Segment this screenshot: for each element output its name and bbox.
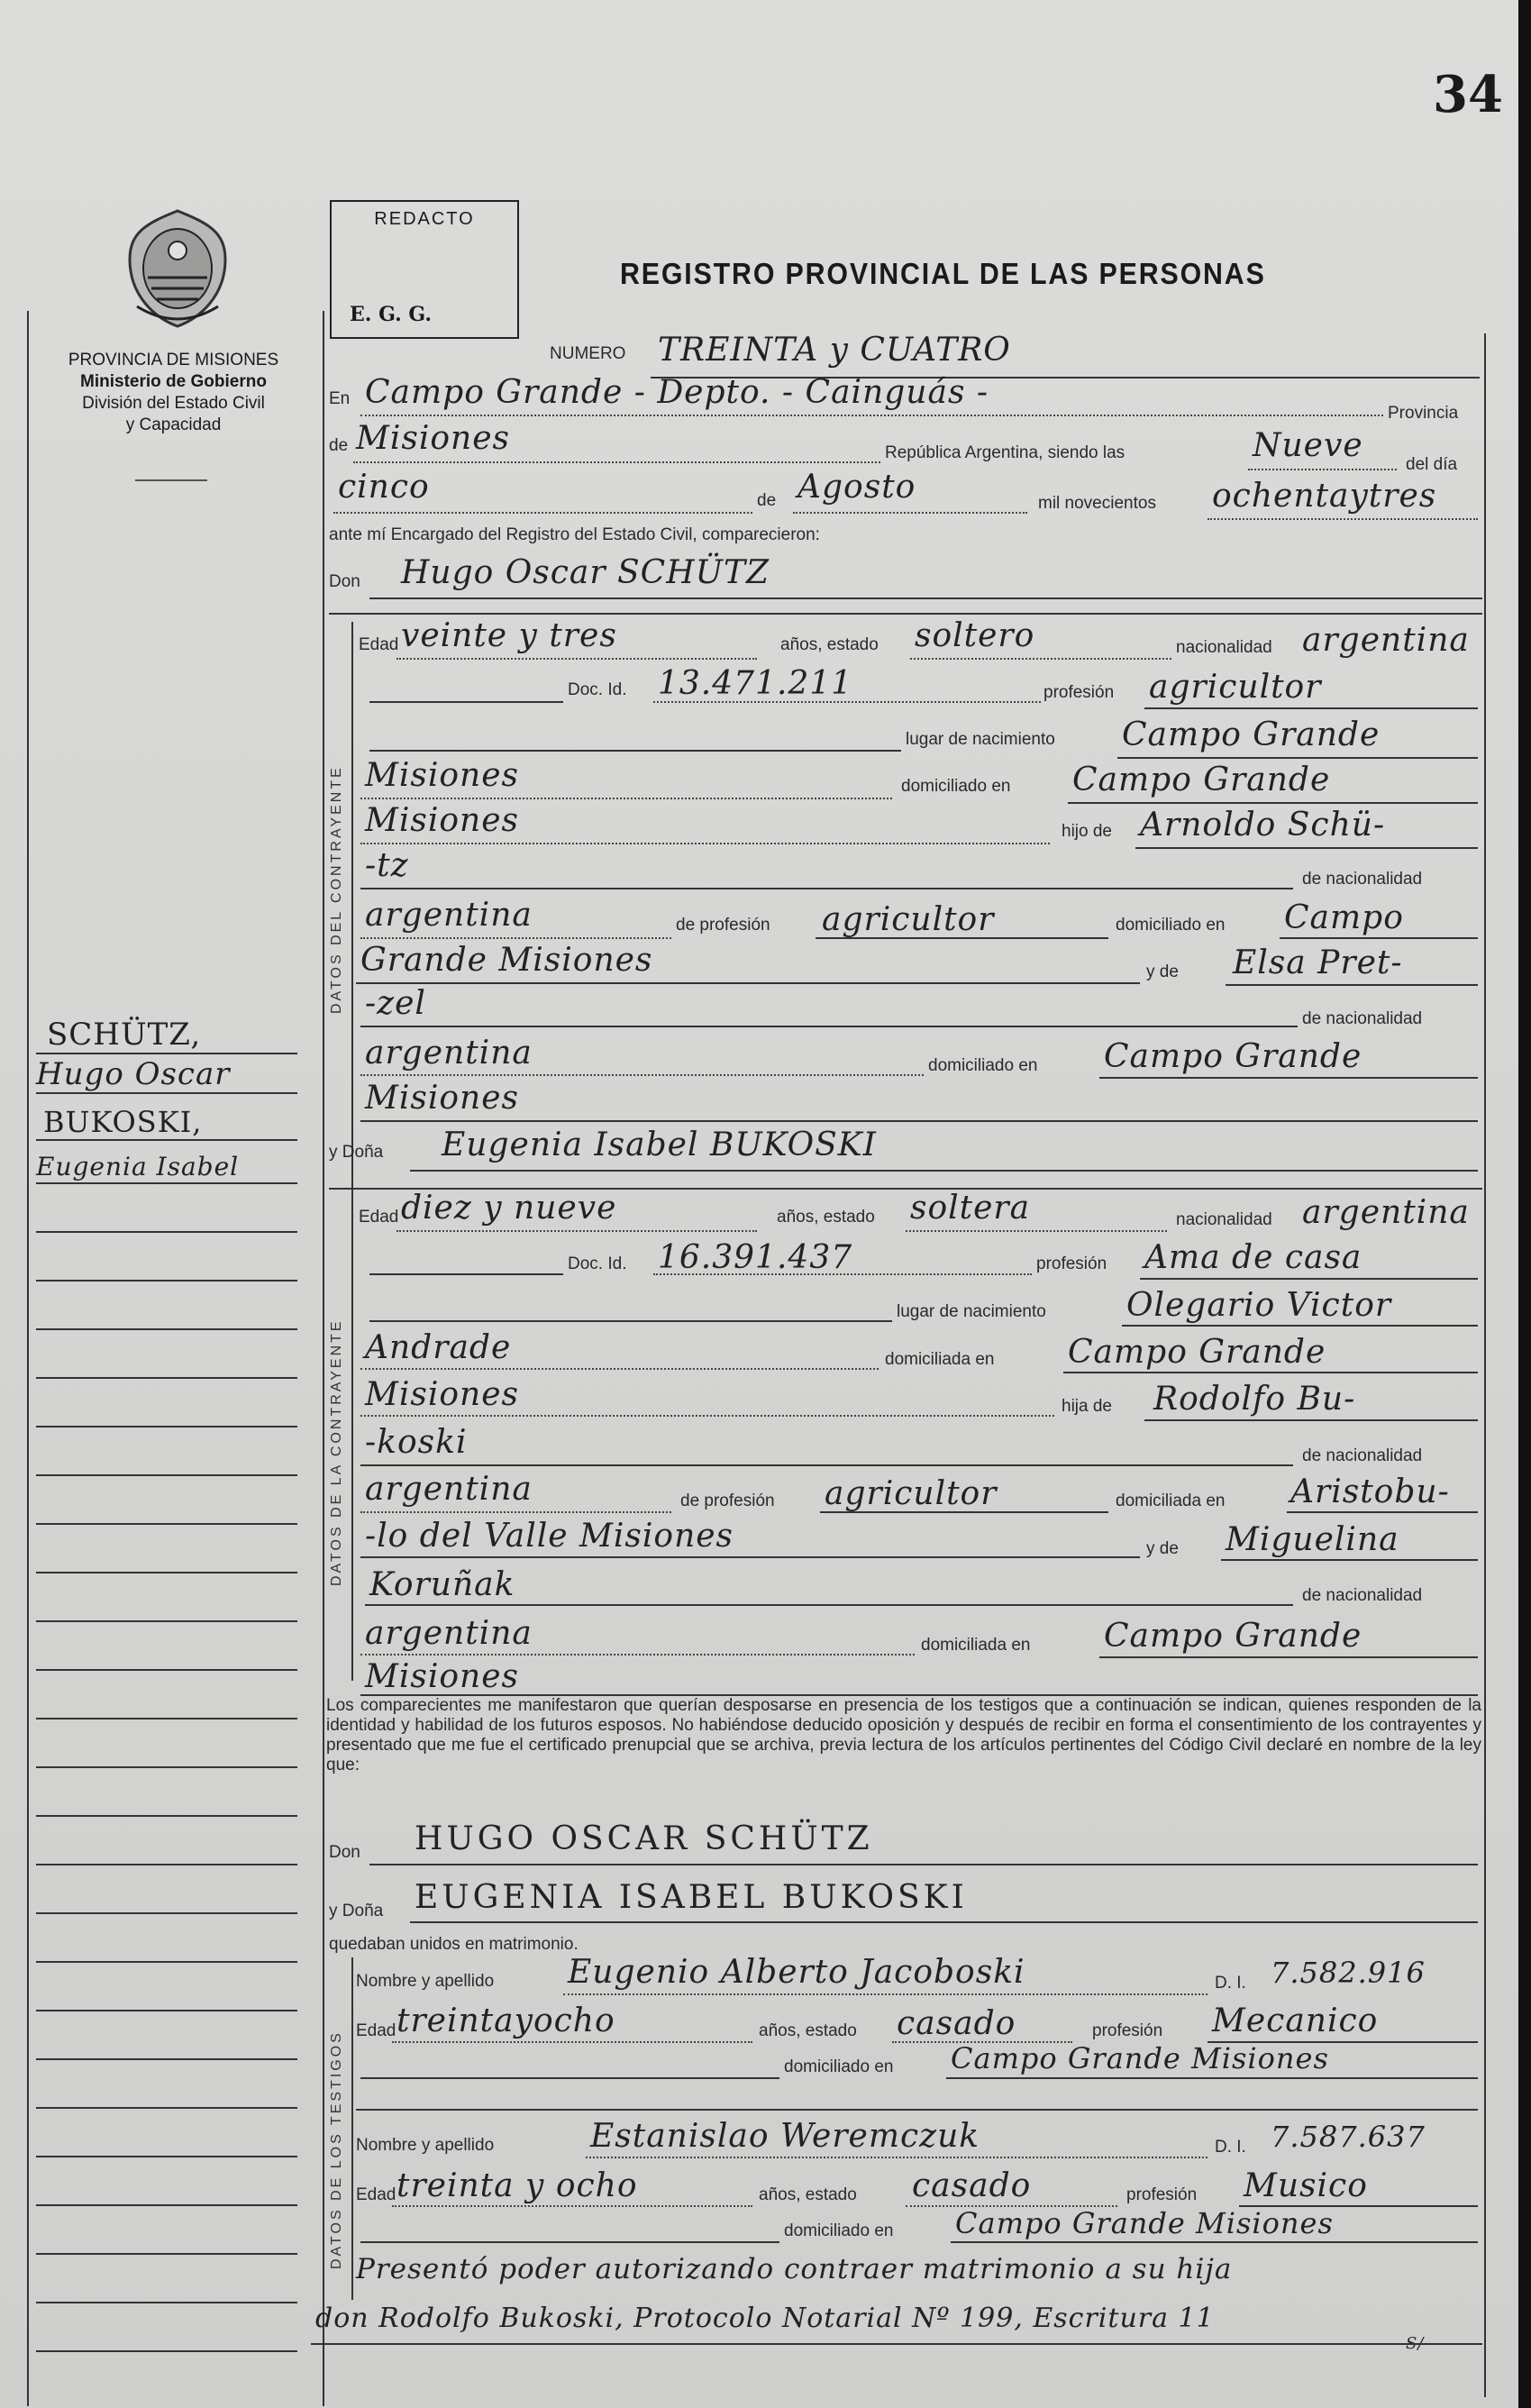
witness-bracket bbox=[351, 1957, 353, 2300]
groom-father-2: -tz bbox=[365, 847, 409, 884]
bride-nac-label: nacionalidad bbox=[1176, 1210, 1272, 1229]
groom-mother-dom-1: Campo Grande bbox=[1104, 1038, 1362, 1075]
groom-father-nac-label: de nacionalidad bbox=[1302, 870, 1423, 889]
margin-blank-rule bbox=[36, 2156, 297, 2157]
groom-bracket bbox=[351, 622, 353, 1199]
w2-name-line bbox=[586, 2157, 1207, 2158]
w2-prof: Musico bbox=[1244, 2167, 1368, 2204]
bride-edad-line bbox=[396, 1230, 757, 1232]
provincia-line bbox=[353, 461, 880, 463]
groom-dom-label: domiciliado en bbox=[901, 777, 1011, 796]
bride-fnac-line bbox=[360, 1511, 671, 1513]
groom-fdom-line bbox=[1280, 937, 1478, 939]
bride-dom-1: Campo Grande bbox=[1068, 1334, 1326, 1371]
note-line-2: don Rodolfo Bukoski, Protocolo Notarial Nº 199, Escritura 11 bbox=[315, 2303, 1215, 2334]
w1-edad-line bbox=[392, 2041, 752, 2043]
margin-blank-rule bbox=[36, 1864, 297, 1865]
groom-fdom2-line bbox=[356, 982, 1140, 984]
main-right-rule bbox=[1484, 333, 1486, 2397]
bride-mnac-line bbox=[360, 1654, 915, 1656]
bride-mdom-line bbox=[1099, 1656, 1478, 1658]
quedaban-text: quedaban unidos en matrimonio. bbox=[329, 1935, 579, 1954]
mes-line bbox=[793, 512, 1027, 514]
legal-text: Los comparecientes me manifestaron que querían desposarse en presencia de los testigos que a continuación se indican, quienes responden de la identidad y habilidad de los futuros esposos. No habiéndose deducido oposición y después de recibir en forma el consentimiento de los contrayentes y presentado que me fue el certificado prenupcial que se archiva, previa lectura de los artículos pertinentes del Código Civil declaré en nombre de la ley que: bbox=[326, 1696, 1481, 1774]
witness-separator bbox=[356, 2109, 1478, 2111]
decl-don-value: HUGO OSCAR SCHÜTZ bbox=[415, 1820, 873, 1857]
divider bbox=[135, 479, 207, 481]
datos-contrayente-label: DATOS DEL CONTRAYENTE bbox=[329, 765, 344, 1014]
w1-dom: Campo Grande Misiones bbox=[951, 2041, 1329, 2075]
lugar-value: Campo Grande - Depto. - Cainguás - bbox=[365, 374, 989, 411]
groom-father-prof: agricultor bbox=[822, 901, 995, 938]
groom-doc-line bbox=[653, 701, 1041, 703]
groom-nac: argentina bbox=[1302, 622, 1470, 659]
w2-dom-label: domiciliado en bbox=[784, 2221, 894, 2240]
groom-father-line bbox=[1135, 847, 1478, 849]
decl-don-line bbox=[369, 1864, 1478, 1865]
w1-estado: casado bbox=[897, 2005, 1016, 2042]
margin-blank-rule bbox=[36, 1718, 297, 1719]
w1-name-line bbox=[563, 1993, 1207, 1995]
bride-mother-2: Koruñak bbox=[369, 1566, 515, 1603]
groom-mother-dom-2: Misiones bbox=[365, 1080, 520, 1117]
don-label: Don bbox=[329, 572, 360, 591]
groom-name: Hugo Oscar SCHÜTZ bbox=[401, 554, 770, 591]
margin-rule-1 bbox=[36, 1053, 297, 1054]
bride-mother-dom-1: Campo Grande bbox=[1104, 1618, 1362, 1655]
bride-mother-nac: argentina bbox=[365, 1615, 533, 1652]
bride-fprof-line bbox=[820, 1511, 1108, 1513]
groom-father-dom-1: Campo bbox=[1284, 899, 1404, 936]
groom-nac-label: nacionalidad bbox=[1176, 638, 1272, 657]
margin-blank-rule bbox=[36, 2010, 297, 2011]
groom-lugar2-line bbox=[360, 798, 892, 799]
margin-blank-rule bbox=[36, 2204, 297, 2206]
bride-mother-line bbox=[1221, 1559, 1478, 1561]
groom-mdom-label: domiciliado en bbox=[928, 1056, 1038, 1075]
margin-line-3: BUKOSKI, bbox=[43, 1105, 203, 1139]
decl-dona-value: EUGENIA ISABEL BUKOSKI bbox=[415, 1879, 968, 1916]
hora-value: Nueve bbox=[1253, 427, 1363, 464]
w2-di: 7.587.637 bbox=[1271, 2120, 1426, 2154]
groom-estado: soltero bbox=[915, 617, 1035, 654]
bride-yde-label: y de bbox=[1146, 1539, 1179, 1558]
groom-prof-label: profesión bbox=[1043, 683, 1115, 702]
datos-contrayente-f-label: DATOS DE LA CONTRAYENTE bbox=[329, 1318, 344, 1586]
bride-fdom-label: domiciliada en bbox=[1116, 1491, 1226, 1510]
redacto-initials: E. G. G. bbox=[350, 303, 433, 326]
groom-dom2-line bbox=[360, 843, 1050, 844]
bride-prof-label: profesión bbox=[1036, 1254, 1107, 1273]
groom-father-1: Arnoldo Schü- bbox=[1140, 807, 1386, 844]
numero-value: TREINTA y CUATRO bbox=[658, 332, 1011, 369]
provincia-label: Provincia bbox=[1388, 404, 1459, 423]
w1-di-label: D. I. bbox=[1215, 1974, 1246, 1993]
de-mes-label: de bbox=[757, 491, 777, 510]
margin-blank-rule bbox=[36, 1961, 297, 1963]
groom-yde-label: y de bbox=[1146, 962, 1179, 981]
dia-value: cinco bbox=[338, 469, 430, 506]
groom-edad: veinte y tres bbox=[401, 617, 617, 654]
bride-father-dom-1: Aristobu- bbox=[1290, 1473, 1450, 1510]
w1-dom-pre-line bbox=[360, 2077, 779, 2079]
bride-lugar-line bbox=[1122, 1325, 1478, 1327]
bride-estado-line bbox=[906, 1230, 1167, 1232]
groom-mnac-line bbox=[360, 1074, 924, 1076]
bride-dom-label: domiciliada en bbox=[885, 1350, 995, 1369]
bride-father-prof: agricultor bbox=[825, 1475, 998, 1512]
province-line1: PROVINCIA DE MISIONES bbox=[68, 351, 279, 369]
note-line bbox=[311, 2343, 1482, 2345]
note-line-1: Presentó poder autorizando contraer matrimonio a su hija bbox=[356, 2253, 1233, 2285]
bride-doc-line bbox=[653, 1273, 1032, 1275]
provincia-value: Misiones bbox=[356, 420, 511, 457]
bride-dom-2: Misiones bbox=[365, 1376, 520, 1413]
bride-lugar-2: Andrade bbox=[365, 1329, 512, 1366]
margin-blank-rule bbox=[36, 1280, 297, 1282]
groom-fnac-line bbox=[360, 937, 671, 939]
bride-fnac-label: de nacionalidad bbox=[1302, 1446, 1423, 1465]
w2-dom-line bbox=[951, 2241, 1478, 2243]
w2-edad-line bbox=[392, 2205, 752, 2207]
bride-dom2-line bbox=[360, 1415, 1054, 1417]
groom-mother-nac: argentina bbox=[365, 1035, 533, 1072]
margin-blank-rule bbox=[36, 1523, 297, 1525]
margin-blank-rule bbox=[36, 2058, 297, 2060]
margin-blank-rule bbox=[36, 1474, 297, 1476]
groom-name-line bbox=[369, 597, 1482, 599]
division-line: División del Estado Civil bbox=[82, 394, 265, 413]
redacto-box bbox=[330, 200, 519, 339]
w2-prof-label: profesión bbox=[1126, 2185, 1198, 2204]
del-dia-label: del día bbox=[1406, 455, 1458, 474]
decl-dona-label: y Doña bbox=[329, 1902, 384, 1920]
bride-lugar-label: lugar de nacimiento bbox=[897, 1302, 1046, 1321]
groom-father2-line bbox=[360, 888, 1293, 889]
document-title: REGISTRO PROVINCIAL DE LAS PERSONAS bbox=[620, 257, 1266, 290]
groom-mdom-line bbox=[1099, 1077, 1478, 1079]
anio-line bbox=[1207, 518, 1478, 520]
groom-mnac-label: de nacionalidad bbox=[1302, 1009, 1423, 1028]
groom-estado-line bbox=[910, 658, 1171, 660]
groom-lugar-2: Misiones bbox=[365, 757, 520, 794]
groom-lugar-pre-line bbox=[369, 750, 901, 752]
bride-bracket bbox=[351, 1199, 353, 1681]
province-block bbox=[18, 350, 329, 436]
groom-fdom-label: domiciliado en bbox=[1116, 916, 1226, 935]
bride-mnac-label: de nacionalidad bbox=[1302, 1586, 1423, 1605]
margin-blank-rule bbox=[36, 1572, 297, 1573]
groom-mother-1: Elsa Pret- bbox=[1233, 944, 1403, 981]
margin-blank-rule bbox=[36, 1620, 297, 1622]
groom-mother-line bbox=[1226, 984, 1478, 986]
groom-father-dom-2: Grande Misiones bbox=[360, 942, 653, 979]
datos-testigos-label: DATOS DE LOS TESTIGOS bbox=[329, 2030, 344, 2269]
note-initials: S/ bbox=[1406, 2334, 1425, 2353]
groom-father-nac: argentina bbox=[365, 897, 533, 934]
groom-doc-pre-line bbox=[369, 701, 563, 703]
ante-text: ante mí Encargado del Registro del Estado Civil, comparecieron: bbox=[329, 525, 820, 544]
groom-mother-2: -zel bbox=[365, 985, 426, 1022]
anio-value: ochentaytres bbox=[1212, 478, 1437, 515]
margin-rule-3 bbox=[36, 1139, 297, 1141]
groom-dom-2: Misiones bbox=[365, 802, 520, 839]
bride-mother-1: Miguelina bbox=[1226, 1521, 1399, 1558]
groom-doc-label: Doc. Id. bbox=[568, 680, 627, 699]
groom-top-rule bbox=[329, 613, 1482, 615]
w2-di-label: D. I. bbox=[1215, 2138, 1246, 2157]
bride-fdom2-line bbox=[360, 1556, 1140, 1558]
decl-don-label: Don bbox=[329, 1843, 360, 1862]
main-left-rule bbox=[323, 311, 324, 2406]
scan-edge bbox=[1518, 0, 1531, 2408]
margin-blank-rule bbox=[36, 1912, 297, 1914]
page-number: 34 bbox=[1433, 65, 1503, 124]
en-label: En bbox=[329, 389, 351, 408]
margin-line-4: Eugenia Isabel bbox=[36, 1152, 240, 1181]
de-label: de bbox=[329, 436, 349, 455]
bride-fdom-line bbox=[1287, 1511, 1478, 1513]
bride-name: Eugenia Isabel BUKOSKI bbox=[442, 1126, 877, 1163]
bride-doc-label: Doc. Id. bbox=[568, 1254, 627, 1273]
margin-blank-rule bbox=[36, 1766, 297, 1768]
w1-prof-label: profesión bbox=[1092, 2021, 1163, 2040]
w2-edad-label: Edad bbox=[356, 2185, 396, 2204]
hora-line bbox=[1248, 469, 1397, 470]
groom-doc: 13.471.211 bbox=[658, 665, 853, 702]
margin-blank-rule bbox=[36, 2253, 297, 2255]
w1-nombre-label: Nombre y apellido bbox=[356, 1972, 495, 1991]
capacity-line: y Capacidad bbox=[125, 415, 222, 434]
groom-fprof-label: de profesión bbox=[676, 916, 770, 935]
bride-father-nac: argentina bbox=[365, 1471, 533, 1508]
groom-estado-label: años, estado bbox=[780, 635, 879, 654]
bride-edad: diez y nueve bbox=[401, 1190, 617, 1227]
groom-hijo-label: hijo de bbox=[1062, 822, 1112, 841]
groom-dom-line bbox=[1068, 802, 1478, 804]
bride-hija-label: hija de bbox=[1062, 1397, 1112, 1416]
groom-mother2-line bbox=[360, 1026, 1298, 1027]
bride-lugar-pre-line bbox=[369, 1320, 892, 1322]
margin-blank-rule bbox=[36, 1669, 297, 1671]
lugar-line bbox=[360, 415, 1383, 416]
w1-dom-label: domiciliado en bbox=[784, 2057, 894, 2076]
bride-doc: 16.391.437 bbox=[658, 1239, 853, 1276]
margin-rule-2 bbox=[36, 1092, 297, 1094]
dia-line bbox=[333, 512, 752, 514]
margin-blank-rule bbox=[36, 1377, 297, 1379]
groom-prof: agricultor bbox=[1149, 669, 1322, 706]
bride-father-dom-2: -lo del Valle Misiones bbox=[365, 1518, 734, 1555]
groom-lugar-1: Campo Grande bbox=[1122, 716, 1381, 753]
groom-edad-label: Edad bbox=[359, 635, 399, 654]
bride-mother-dom-2: Misiones bbox=[365, 1658, 520, 1695]
margin-blank-rule bbox=[36, 1426, 297, 1427]
bride-fprof-label: de profesión bbox=[680, 1491, 775, 1510]
groom-prof-line bbox=[1144, 707, 1478, 709]
w2-edad: treinta y ocho bbox=[396, 2167, 638, 2204]
bride-mother2-line bbox=[365, 1604, 1293, 1606]
bride-estado-label: años, estado bbox=[777, 1208, 875, 1227]
w1-edad: treintayocho bbox=[396, 2002, 615, 2039]
mes-value: Agosto bbox=[797, 469, 916, 506]
w1-dom-line bbox=[946, 2077, 1478, 2079]
dona-label: y Doña bbox=[329, 1143, 384, 1162]
bride-doc-pre-line bbox=[369, 1273, 563, 1275]
groom-edad-line bbox=[396, 658, 757, 660]
bride-father-2: -koski bbox=[365, 1424, 468, 1461]
bride-prof-line bbox=[1140, 1278, 1478, 1280]
margin-blank-rule bbox=[36, 1815, 297, 1817]
w2-dom: Campo Grande Misiones bbox=[955, 2206, 1334, 2240]
w2-estado-label: años, estado bbox=[759, 2185, 857, 2204]
groom-dom-1: Campo Grande bbox=[1072, 762, 1331, 798]
w1-name: Eugenio Alberto Jacoboski bbox=[568, 1954, 1025, 1991]
margin-rule-4 bbox=[36, 1182, 297, 1184]
left-margin-rule bbox=[27, 311, 29, 2406]
margin-blank-rule bbox=[36, 2302, 297, 2303]
margin-blank-rule bbox=[36, 2107, 297, 2109]
groom-fprof-line bbox=[816, 937, 1108, 939]
w2-estado: casado bbox=[912, 2167, 1032, 2204]
provincial-seal-icon bbox=[119, 205, 236, 332]
w1-di: 7.582.916 bbox=[1271, 1956, 1426, 1990]
bride-edad-label: Edad bbox=[359, 1208, 399, 1227]
margin-line-2: Hugo Oscar bbox=[36, 1056, 231, 1092]
w2-name: Estanislao Weremczuk bbox=[590, 2118, 980, 2155]
margin-line-1: SCHÜTZ, bbox=[47, 1017, 202, 1053]
w2-dom-pre-line bbox=[360, 2241, 779, 2243]
bride-dom-line bbox=[1063, 1372, 1478, 1373]
bride-lugar-1: Olegario Victor bbox=[1126, 1287, 1392, 1324]
w1-estado-label: años, estado bbox=[759, 2021, 857, 2040]
ministry-line: Ministerio de Gobierno bbox=[80, 372, 267, 391]
bride-name-line bbox=[410, 1170, 1478, 1172]
bride-father-line bbox=[1144, 1419, 1478, 1421]
bride-estado: soltera bbox=[910, 1190, 1031, 1227]
bride-prof: Ama de casa bbox=[1144, 1239, 1362, 1276]
bride-lugar2-line bbox=[360, 1368, 879, 1370]
margin-blank-rule bbox=[36, 1328, 297, 1330]
bride-father2-line bbox=[360, 1464, 1293, 1466]
bride-nac: argentina bbox=[1302, 1194, 1470, 1231]
groom-lugar-line bbox=[1117, 757, 1478, 759]
groom-mdom2-line bbox=[360, 1120, 1478, 1122]
margin-blank-rule bbox=[36, 2350, 297, 2352]
w1-prof: Mecanico bbox=[1212, 2002, 1379, 2039]
republica-text: República Argentina, siendo las bbox=[885, 443, 1125, 462]
margin-blank-rule bbox=[36, 1231, 297, 1233]
w1-edad-label: Edad bbox=[356, 2021, 396, 2040]
w2-nombre-label: Nombre y apellido bbox=[356, 2136, 495, 2155]
bride-father-1: Rodolfo Bu- bbox=[1153, 1381, 1356, 1418]
bride-mdom-label: domiciliada en bbox=[921, 1636, 1031, 1655]
decl-dona-line bbox=[410, 1921, 1478, 1923]
numero-label: NUMERO bbox=[550, 344, 626, 363]
groom-lugar-label: lugar de nacimiento bbox=[906, 730, 1055, 749]
redacto-label: REDACTO bbox=[374, 209, 475, 229]
mil-label: mil novecientos bbox=[1038, 494, 1156, 513]
